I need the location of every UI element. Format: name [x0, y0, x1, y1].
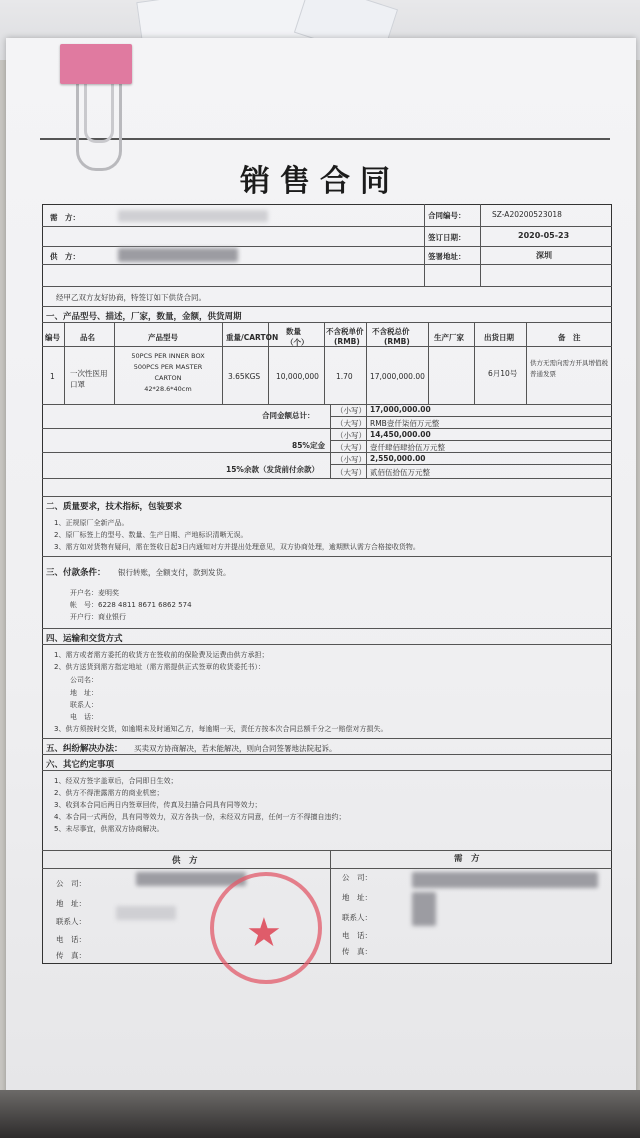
row-qty: 10,000,000 [276, 372, 319, 381]
buyer-phone-label: 电 话： [342, 931, 372, 940]
redacted-buyer [118, 210, 268, 222]
deposit-big: 壹仟肆佰肆拾伍万元整 [370, 443, 445, 452]
supplier-label: 供 方： [50, 252, 80, 261]
total-big: RMB壹仟柒佰万元整 [370, 419, 440, 428]
bank-account: 帐 号：6228 4811 8671 6862 574 [70, 601, 192, 609]
buyer-label: 需 方： [50, 213, 80, 222]
col-remark: 备 注 [558, 333, 581, 342]
s4-item-1: 1、需方或者需方委托的收货方在签收前的保险费及运费由供方承担； [54, 651, 269, 659]
sign-place-label: 签署地址： [428, 252, 466, 261]
s4-address: 地 址： [70, 689, 98, 697]
row-remark: 供方无需向需方开具增值税普通发票 [530, 359, 608, 378]
buyer-heading: 需 方 [454, 854, 480, 864]
redacted-supplier [118, 248, 238, 262]
sign-date-label: 签订日期： [428, 233, 466, 242]
deposit-label: 85%定金 [292, 441, 325, 450]
row-weight: 3.65KGS [228, 372, 261, 381]
row-ship-date: 6月10号 [488, 369, 518, 378]
sign-date: 2020-05-23 [518, 231, 570, 240]
total-label: 合同金额总计： [262, 411, 315, 420]
s4-phone: 电 话： [70, 713, 98, 721]
row-unit-price: 1.70 [336, 372, 353, 381]
balance-label: 15%余款（发货前付余款） [226, 465, 319, 474]
s6-item-2: 2、供方不得泄露需方的商业机密； [54, 789, 164, 797]
row-model-4: 42*28.6*40cm [144, 385, 192, 393]
s4-item-2: 2、供方送货到需方指定地址（需方需提供正式签章的收货委托书）： [54, 663, 265, 671]
binder-clip-tab [60, 44, 132, 84]
row-model-3: CARTON [154, 374, 182, 382]
binder-clip-wire [84, 80, 114, 143]
s6-item-5: 5、未尽事宜，供需双方协商解决。 [54, 825, 164, 833]
col-qty-unit: （个） [286, 338, 309, 347]
buyer-contact-label: 联系人： [342, 913, 372, 922]
row-model-1: 50PCS PER INNER BOX [131, 352, 205, 360]
col-unit-price: 不含税单价 [326, 327, 364, 336]
total-small: 17,000,000.00 [370, 405, 431, 414]
deposit-big-label: （大写） [336, 443, 366, 452]
redacted-buyer-contact [412, 892, 436, 926]
col-ship-date: 出货日期 [484, 333, 514, 342]
row-no: 1 [50, 372, 55, 381]
balance-big-label: （大写） [336, 468, 366, 477]
s4-contact: 联系人： [70, 701, 98, 709]
col-unit-price-cur: (RMB) [334, 337, 360, 346]
s6-item-3: 3、收到本合同后两日内签章回传，传真及扫描合同具有同等效力； [54, 801, 262, 809]
s4-item-3: 3、供方须按时交货，如逾期未及时通知乙方，每逾期一天，责任方按本次合同总额千分之一赔偿对方损失。 [54, 725, 388, 733]
section-5-heading: 五、纠纷解决办法： [46, 744, 123, 754]
balance-small-label: （小写） [336, 455, 366, 464]
header-rule [40, 138, 610, 140]
col-total: 不含税总价 [372, 327, 410, 336]
section-6-heading: 六、其它约定事项 [46, 760, 115, 770]
sign-place: 深圳 [536, 251, 552, 260]
supplier-address-label: 地 址： [56, 899, 86, 908]
supplier-contact-label: 联系人： [56, 917, 86, 926]
s6-item-4: 4、本合同一式两份，具有同等效力，双方各执一份，未经双方同意，任何一方不得擅自违约； [54, 813, 346, 821]
col-model: 产品型号 [148, 333, 178, 342]
redacted-buyer-company [412, 872, 598, 888]
contract-no-label: 合同编号： [428, 211, 466, 220]
section-1-heading: 一、产品型号、描述，厂家，数量，金额，供货周期 [46, 312, 242, 322]
col-no: 编号 [45, 333, 60, 342]
section-3-heading: 三、付款条件： [46, 568, 106, 578]
col-name: 品名 [80, 333, 95, 342]
balance-big: 贰佰伍拾伍万元整 [370, 468, 430, 477]
supplier-phone-label: 电 话： [56, 935, 86, 944]
s2-item-3: 3、需方如对货物有疑问，需在签收日起3日内通知对方并提出处理意见，双方协商处理，逾期默认需方合格接收货物。 [54, 543, 420, 551]
balance-small: 2,550,000.00 [370, 454, 426, 463]
s4-company: 公司名： [70, 676, 98, 684]
s2-item-1: 1、正规原厂全新产品。 [54, 519, 129, 527]
supplier-fax-label: 传 真： [56, 951, 86, 960]
col-weight: 重量/CARTON [226, 333, 279, 342]
s6-item-1: 1、经双方签字盖章后，合同即日生效； [54, 777, 178, 785]
deposit-small: 14,450,000.00 [370, 430, 431, 439]
document-title: 销售合同 [240, 164, 400, 199]
s2-item-2: 2、原厂标签上的型号、数量、生产日期、产地标识清晰无误。 [54, 531, 248, 539]
buyer-fax-label: 传 真： [342, 947, 372, 956]
bank-holder: 开户名：麦明奖 [70, 589, 119, 597]
row-total: 17,000,000.00 [370, 372, 425, 381]
col-qty: 数量 [286, 327, 301, 336]
section-2-heading: 二、质量要求，技术指标，包装要求 [46, 502, 183, 512]
buyer-company-label: 公 司： [342, 873, 372, 882]
deposit-small-label: （小写） [336, 431, 366, 440]
section-4-heading: 四、运输和交货方式 [46, 634, 123, 644]
row-name: 一次性医用口罩 [70, 369, 108, 389]
redacted-supplier-contact [116, 906, 176, 920]
total-small-label: （小写） [336, 406, 366, 415]
contract-no: SZ-A20200523018 [492, 210, 562, 219]
col-maker: 生产厂家 [434, 333, 464, 342]
supplier-company-label: 公 司： [56, 879, 86, 888]
total-big-label: （大写） [336, 419, 366, 428]
col-total-cur: (RMB) [384, 337, 410, 346]
buyer-address-label: 地 址： [342, 893, 372, 902]
payment-terms: 银行转账，全额支付，款到发货。 [118, 568, 231, 577]
row-model-2: 500PCS PER MASTER [133, 363, 203, 371]
bank-name: 开户行：商业银行 [70, 613, 126, 621]
supplier-heading: 供 方 [172, 856, 198, 866]
background-lap [0, 1090, 640, 1138]
seal-star-icon: ★ [246, 910, 282, 956]
dispute-resolution: 买卖双方协商解决，若未能解决，则向合同签署地法院起诉。 [134, 744, 337, 753]
intro-text: 经甲乙双方友好协商，特签订如下供货合同。 [56, 293, 206, 302]
